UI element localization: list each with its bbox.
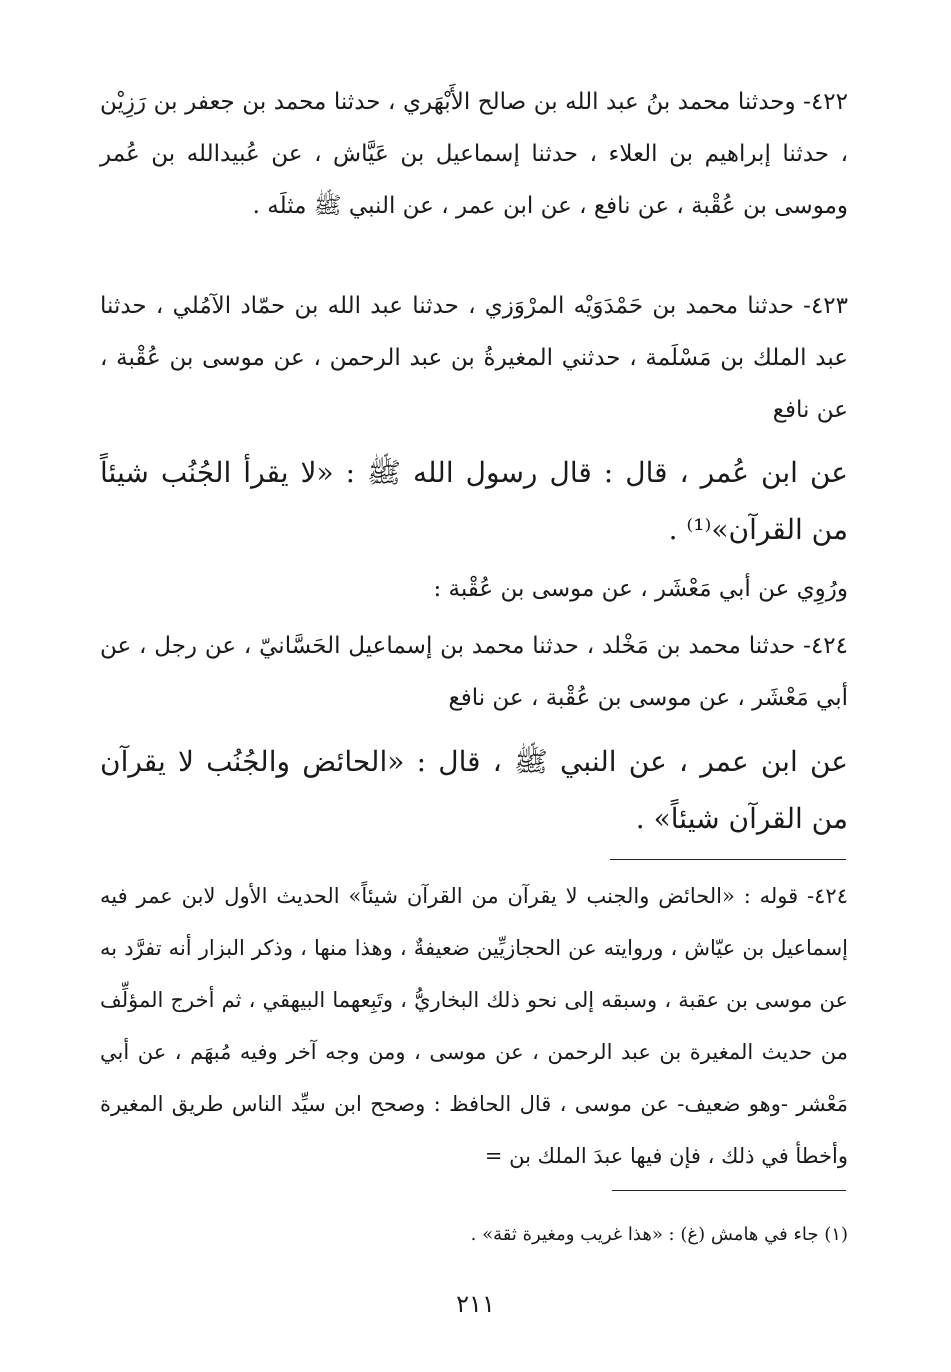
footnote-divider [612, 1190, 846, 1191]
hadith-423: ٤٢٣- حدثنا محمد بن حَمْدَوَيْه المرْوَزي ، حدثنا عبد الله بن حمّاد الآمُلي ، حدثنا عبد الملك بن مَسْلَمة ، حدثني المغيرةُ بن عبد الرحمن ، عن موسى بن عُقْبة ، عن نافع [100, 293, 848, 423]
page-number: ٢١١ [456, 1290, 495, 1318]
matn-hadith-424: عن ابن عمر ، عن النبي ﷺ ، قال : «الحائض والجُنُب لا يقرآن من القرآن شيئاً» . [100, 745, 848, 835]
riwaya-note: ورُوِي عن أبي مَعْشَر ، عن موسى بن عُقْبة : [433, 576, 848, 602]
footnote-1: (١) جاء في هامش (غ) : «هذا غريب ومغيرة ثقة» . [470, 1224, 848, 1245]
commentary-424: ٤٢٤- قوله : «الحائض والجنب لا يقرآن من القرآن شيئاً» الحديث الأول لابن عمر فيه إسماعيل بن عيّاش ، وروايته عن الحجازيِّين ضعيفةٌ ، وهذا منها ، وذكر البزار أنه تفرَّد به عن موسى بن عقبة ، وسبقه إلى نحو ذلك البخاريُّ ، وتَبِعهما البيهقي ، ثم أخرج المؤلِّف من حديث المغيرة بن عبد الرحمن ، عن موسى ، ومن وجه آخر وفيه مُبهَم ، عن أبي مَعْشر -وهو ضعيف- عن موسى ، قال الحافظ : وصحح ابن سيِّد الناس طريق المغيرة وأخطأ في ذلك ، فإن فيها عبدَ الملك بن = [100, 884, 848, 1168]
matn-hadith-423: عن ابن عُمر ، قال : قال رسول الله ﷺ : «لا يقرأ الجُنُب شيئاً من القرآن»⁽¹⁾ . [100, 456, 848, 546]
section-divider [610, 859, 846, 860]
hadith-422: ٤٢٢- وحدثنا محمد بنُ عبد الله بن صالح الأَبْهَري ، حدثنا محمد بن جعفر بن رَزِيْن ، حدثنا إبراهيم بن العلاء ، حدثنا إسماعيل بن عَيَّاش ، عن عُبيدالله بن عُمر وموسى بن عُقْبة ، عن نافع ، عن ابن عمر ، عن النبي ﷺ مثلَه . [100, 89, 848, 219]
hadith-424: ٤٢٤- حدثنا محمد بن مَخْلد ، حدثنا محمد بن إسماعيل الحَسَّانيّ ، عن رجل ، عن أبي مَعْشَر ، عن موسى بن عُقْبة ، عن نافع [100, 633, 848, 711]
